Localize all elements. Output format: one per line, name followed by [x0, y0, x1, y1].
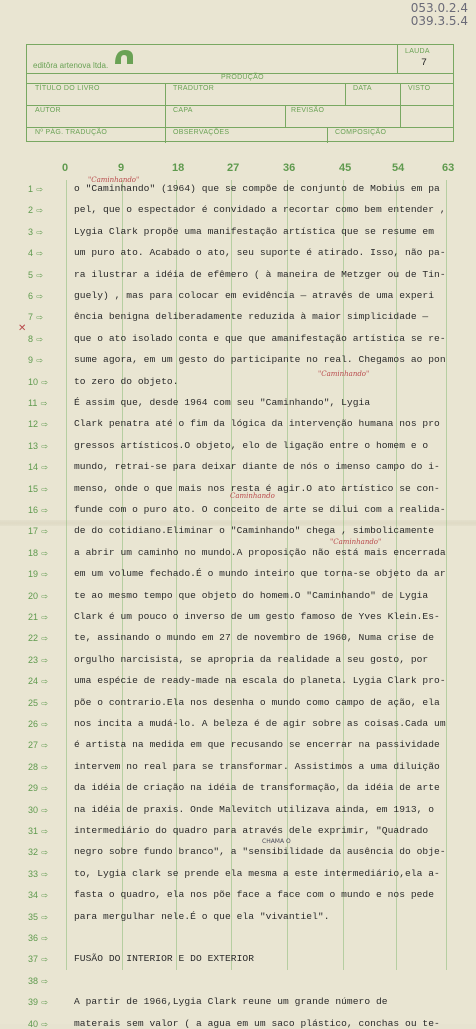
line-number: [28, 227, 54, 237]
line-number: [28, 441, 54, 451]
arrow-icon: ⇨: [39, 762, 48, 772]
line-number-label: 20: [28, 590, 39, 601]
text-line: guely) , mas para colocar em evidência — através de uma experi: [74, 290, 435, 301]
arrow-icon: ⇨: [39, 891, 48, 901]
line-number: [28, 912, 54, 922]
text-line: te, assinando o mundo em 27 de novembro de 1960, Numa crise de: [74, 632, 435, 644]
line-number-label: 34: [28, 890, 39, 901]
scale-mark: 54: [392, 162, 405, 174]
line-number: [28, 954, 54, 964]
text-line: materais sem valor ( a agua em um saco plástico, conchas ou te-: [74, 1017, 440, 1029]
arrow-icon: ⇨: [39, 441, 48, 451]
capa-label: CAPA: [173, 107, 193, 114]
text-line: para mergulhar nele.É o que ela "vivantiel".: [74, 910, 330, 922]
line-number: [28, 526, 54, 536]
line-number-label: 4: [28, 248, 34, 259]
line-number-label: 8: [28, 333, 34, 344]
arrow-icon: ⇨: [39, 741, 48, 751]
line-number: [28, 655, 54, 665]
arrow-icon: ⇨: [34, 334, 43, 344]
arrow-icon: ⇨: [39, 655, 48, 665]
line-number: [28, 291, 54, 301]
line-number-label: 24: [28, 676, 39, 687]
line-number: [28, 248, 54, 258]
line-number: [28, 698, 54, 708]
scale-mark: 18: [172, 162, 185, 174]
text-line: em um volume fechado.É o mundo inteiro que torna-se objeto da ar: [74, 568, 446, 580]
handwritten-reference: 053.0.2.4 039.3.5.4: [410, 1, 468, 28]
arrow-icon: ⇨: [34, 185, 43, 194]
text-line: to, Lygia clark se prende ela mesma a este intermediário,ela a-: [74, 867, 440, 879]
line-number: [28, 548, 54, 558]
line-number: [28, 569, 54, 579]
line-number-label: 18: [28, 547, 39, 558]
arrow-icon: ⇨: [39, 591, 48, 601]
arrow-icon: ⇨: [39, 848, 48, 858]
producao-label: PRODUÇÃO: [221, 74, 264, 81]
line-number-label: 35: [28, 911, 39, 922]
arrow-icon: ⇨: [39, 527, 48, 537]
handwritten-caminhando-2: "Caminhando": [318, 370, 370, 378]
arrow-icon: ⇨: [34, 292, 43, 301]
arrow-icon: ⇨: [39, 420, 48, 430]
line-number: [28, 762, 54, 772]
text-line: menso, onde o que mais nos resta é agir.O ato artístico se con-: [74, 482, 440, 494]
text-line: mundo, retrai-se para deixar diante de nós o imenso campo do i-: [74, 461, 440, 473]
line-number: [28, 484, 54, 494]
revisao-label: REVISÃO: [291, 107, 325, 114]
line-number: [28, 312, 54, 322]
handwritten-caminhando-1: "Caminhando": [88, 176, 140, 184]
tradutor-label: TRADUTOR: [173, 85, 215, 92]
text-line: É assim que, desde 1964 com seu "Caminhando", Lygia: [74, 397, 371, 408]
line-number-label: 12: [28, 419, 39, 430]
arrow-icon: ⇨: [39, 827, 48, 836]
form-header: [26, 44, 454, 142]
line-number-label: 26: [28, 719, 39, 729]
text-line: na idéia de praxis. Onde Malevitch utilizava ainda, em 1913, o: [74, 803, 435, 815]
line-number: [28, 419, 54, 429]
line-number: [28, 783, 54, 793]
arrow-icon: ⇨: [39, 998, 48, 1008]
line-number: [28, 890, 54, 900]
line-number-label: 5: [28, 269, 34, 280]
line-number-label: 23: [28, 654, 39, 665]
scale-mark: 63: [442, 162, 455, 174]
text-line: ra ilustrar a idéia de efêmero ( à maneira de Metzger ou de Tin-: [74, 268, 446, 280]
column-guide: [446, 180, 447, 970]
line-number: [28, 633, 54, 643]
visto-label: VISTO: [408, 85, 431, 92]
autor-label: AUTOR: [35, 107, 61, 114]
line-number: [28, 398, 54, 408]
text-line: te ao mesmo tempo que objeto do homem.O "Caminhando" de Lygia: [74, 589, 429, 601]
line-number-label: 16: [28, 505, 39, 515]
arrow-icon: ⇨: [39, 613, 48, 622]
line-number: [28, 976, 54, 986]
text-line: negro sobre fundo branco", a "sensibilidade da ausência do obje-: [74, 846, 446, 858]
line-number: [28, 826, 54, 836]
scale-mark: 45: [339, 162, 352, 174]
line-number: [28, 205, 54, 215]
line-number-label: 7: [28, 312, 34, 323]
column-guide: [66, 180, 67, 970]
line-number-label: 21: [28, 612, 39, 622]
text-line: ência benigna deliberadamente reduzida à maior simplicidade —: [74, 311, 429, 323]
text-line: a abrir um caminho no mundo.A proposição não está mais encerrada: [74, 546, 446, 558]
line-number: [28, 805, 54, 815]
line-number: [28, 740, 54, 750]
arrow-icon: ⇨: [34, 206, 43, 216]
line-number: [28, 847, 54, 857]
line-number-label: 15: [28, 483, 39, 494]
arrow-icon: ⇨: [39, 677, 48, 687]
line-number-label: 29: [28, 783, 39, 794]
arrow-icon: ⇨: [34, 313, 43, 323]
text-line: FUSÃO DO INTERIOR E DO EXTERIOR: [74, 953, 255, 965]
arrow-icon: ⇨: [39, 484, 48, 494]
line-number: [28, 719, 54, 729]
text-line: Clark é um pouco o inverso de um gesto famoso de Yves Klein.Es-: [74, 611, 440, 622]
line-number-label: 6: [28, 291, 34, 301]
text-line: da idéia de criação na idéia de transformação, da idéia de arte: [74, 782, 440, 794]
line-number: [28, 505, 54, 515]
line-number: [28, 933, 54, 943]
line-number-label: 40: [28, 1018, 39, 1029]
arrow-icon: ⇨: [39, 463, 48, 473]
line-number: [28, 462, 54, 472]
line-number-label: 2: [28, 205, 34, 216]
text-line: um puro ato. Acabado o ato, seu suporte é atirado. Isso, não pa-: [74, 247, 446, 259]
arrow-icon: ⇨: [39, 1019, 48, 1029]
line-number-label: 3: [28, 226, 34, 237]
arrow-icon: ⇨: [39, 698, 48, 708]
text-line: Clark penatra até o fim da lógica da intervenção humana nos pro: [74, 418, 440, 430]
line-number: [28, 612, 54, 622]
line-number-label: 22: [28, 633, 39, 644]
line-number: [28, 676, 54, 686]
line-number-label: 9: [28, 355, 34, 366]
text-line: de do cotidiano.Eliminar o "Caminhando" chega , simbolicamente: [74, 525, 435, 537]
line-number-label: 14: [28, 462, 39, 473]
line-number-label: 39: [28, 997, 39, 1008]
arrow-icon: ⇨: [38, 399, 48, 408]
arrow-icon: ⇨: [39, 634, 48, 644]
text-line: uma espécie de ready-made na escala do planeta. Lygia Clark pro-: [74, 675, 446, 687]
text-line: pel, que o espectador é convidado a recortar como bem entender ,: [74, 204, 446, 216]
line-number-label: 37: [28, 954, 39, 965]
arrow-icon: ⇨: [34, 356, 43, 366]
data-label: DATA: [353, 85, 372, 92]
line-number: [28, 184, 54, 194]
arrow-icon: ⇨: [39, 976, 48, 986]
text-line: intermediário do quadro para através dele exprimir, "Quadrado: [74, 825, 429, 836]
line-number: [28, 869, 54, 879]
composicao-label: COMPOSIÇÃO: [335, 129, 387, 136]
line-number-label: 31: [28, 826, 39, 836]
scale-mark: 36: [283, 162, 296, 174]
text-line: sume agora, em um gesto do participante no real. Chegamos ao pon: [74, 354, 446, 366]
handwritten-chama-o: CHAMA O: [262, 838, 291, 845]
arrow-icon: ⇨: [39, 912, 48, 922]
line-number-label: 30: [28, 804, 39, 815]
scale-mark: 27: [227, 162, 240, 174]
line-number: [28, 377, 54, 387]
arrow-icon: ⇨: [39, 377, 48, 387]
line-number-label: 10: [28, 376, 39, 387]
arrow-icon: ⇨: [39, 869, 48, 879]
text-line: gressos artísticos.O objeto, elo de ligação entre o homem e o: [74, 439, 429, 451]
lauda-label: LAUDA: [405, 48, 430, 55]
line-number-label: 11: [28, 398, 38, 408]
line-number: [28, 270, 54, 280]
text-line: orgulho narcisista, se apropria da realidade a seu gosto, por: [74, 653, 429, 665]
line-number-label: 36: [28, 933, 39, 943]
arrow-icon: ⇨: [34, 227, 43, 237]
line-number-label: 28: [28, 761, 39, 772]
arrow-icon: ⇨: [39, 548, 48, 558]
handwritten-caminhando-4: "Caminhando": [330, 538, 382, 546]
text-line: fasta o quadro, ela nos põe face a face com o mundo e nos pede: [74, 889, 435, 901]
text-line: intervem no real para se transformar. Assistimos a uma diluição: [74, 760, 440, 772]
line-number-label: 1: [28, 184, 34, 194]
arrow-icon: ⇨: [39, 506, 48, 515]
pag-traducao-label: Nº PÁG. TRADUÇÃO: [35, 129, 108, 136]
red-x-mark: ✕: [18, 323, 27, 334]
line-number-label: 25: [28, 697, 39, 708]
text-line: to zero do objeto.: [74, 375, 179, 387]
arrow-icon: ⇨: [39, 934, 48, 943]
line-number-label: 27: [28, 740, 39, 751]
text-line: põe o contrario.Ela nos desenha o mundo como campo de ação, ela: [74, 696, 440, 708]
line-number-label: 19: [28, 569, 39, 580]
text-line: A partir de 1966,Lygia Clark reune um grande número de: [74, 996, 388, 1008]
text-line: o "Caminhando" (1964) que se compõe de conjunto de Mobius em pa: [74, 183, 440, 194]
text-line: Lygia Clark propõe uma manifestação artística que se resume em: [74, 225, 435, 237]
arrow-icon: ⇨: [39, 784, 48, 794]
line-number-label: 13: [28, 440, 39, 451]
scale-mark: 0: [62, 162, 69, 174]
observacoes-label: OBSERVAÇÕES: [173, 129, 230, 136]
arrow-icon: ⇨: [39, 720, 48, 729]
line-number: [28, 997, 54, 1007]
arrow-icon: ⇨: [34, 270, 43, 280]
line-number-label: 32: [28, 847, 39, 858]
text-line: nos incita a mudá-lo. A beleza é de agir sobre as coisas.Cada um: [74, 718, 446, 729]
publisher-logo: [113, 48, 135, 66]
arrow-icon: ⇨: [39, 955, 48, 965]
line-number: [28, 591, 54, 601]
scale-mark: 9: [118, 162, 125, 174]
arrow-icon: ⇨: [34, 249, 43, 259]
arrow-icon: ⇨: [39, 805, 48, 815]
publisher-name: editôra artenova ltda.: [33, 61, 109, 70]
line-number: [28, 334, 54, 344]
text-line: que o ato isolado conta e que que amanifestação artística se re-: [74, 332, 446, 344]
lauda-number: 7: [420, 58, 427, 69]
line-number-label: 17: [28, 526, 39, 537]
text-line: é artista na medida em que recusando se encerrar na passividade: [74, 739, 440, 751]
line-number-label: 33: [28, 868, 39, 879]
arrow-icon: ⇨: [39, 570, 48, 580]
handwritten-caminhando-3: Caminhando: [230, 492, 275, 500]
text-line: funde com o puro ato. O conceito de arte se dilui com a realida-: [74, 504, 446, 515]
titulo-label: TÍTULO DO LIVRO: [35, 85, 100, 92]
line-number: [28, 355, 54, 365]
line-number-label: 38: [28, 975, 39, 986]
